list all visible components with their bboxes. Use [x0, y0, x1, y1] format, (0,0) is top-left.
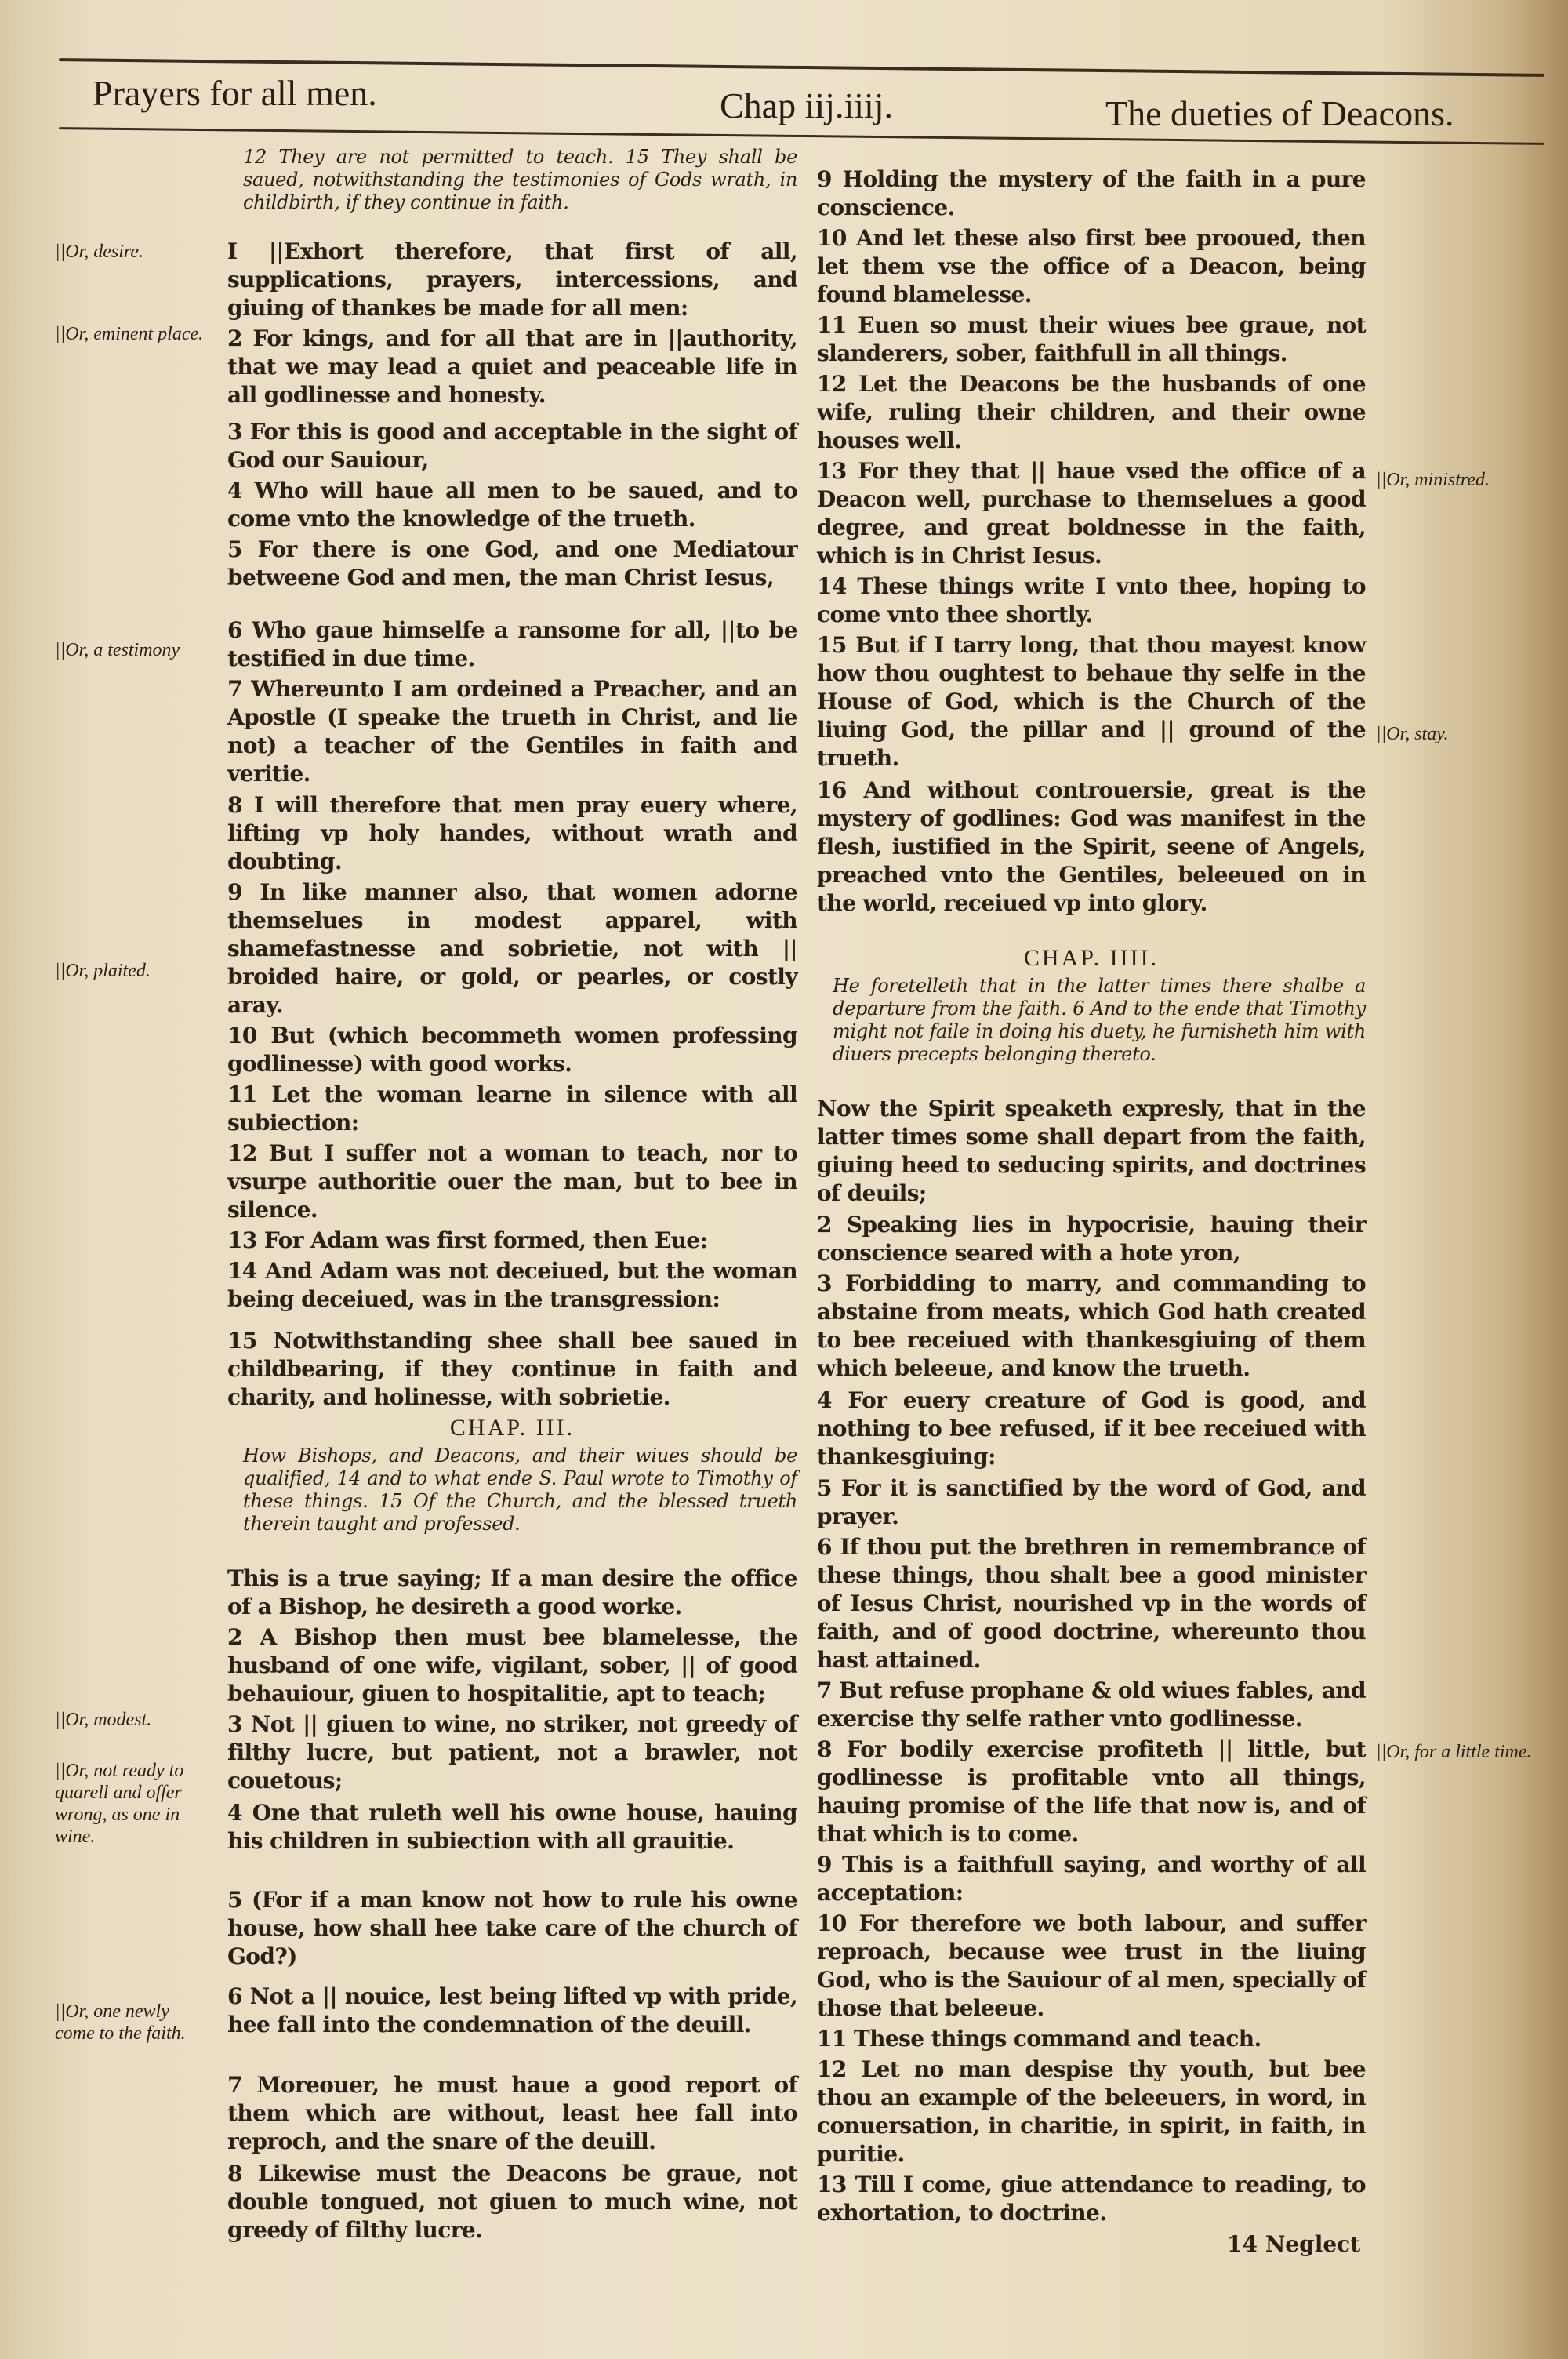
verse: 14 These things write I vnto thee, hoping to come vnto thee shortly.	[817, 573, 1366, 627]
chapter-summary: He foretelleth that in the latter times there shalbe a departure from the faith. 6 And to the ende that Timothy might not faile in doing his duety, he furnisheth him with diuers precepts belonging thereto.	[833, 975, 1366, 1065]
margin-note: ||Or, eminent place.	[55, 324, 204, 344]
margin-note: ||Or, one newly come to the faith.	[55, 2001, 186, 2044]
margin-note: ||Or, stay.	[1376, 724, 1449, 744]
verse: 5 (For if a man know not how to rule his owne house, how shall hee take care of the church of God?)	[227, 1887, 797, 1969]
verse: 6 If thou put the brethren in remembrance of these things, thou shalt bee a good minister of Iesus Christ, nourished vp in the words of faith, and of good doctrine, whereunto thou hast attained.	[817, 1534, 1366, 1673]
chapter-heading: CHAP. III.	[449, 1415, 575, 1441]
chapter-summary: 12 They are not permitted to teach. 15 They shall be saued, notwithstanding the testimonies of Gods wrath, in childbirth, if they continue in faith.	[243, 146, 797, 213]
verse: 5 For there is one God, and one Mediatour betweene God and men, the man Christ Iesus,	[227, 536, 797, 591]
verse: 16 And without controuersie, great is the mystery of godlines: God was manifest in the flesh, iustified in the Spirit, seene of Angels, preached vnto the Gentiles, beleeued on in the world, receiued vp into glory.	[817, 777, 1366, 916]
verse: 8 Likewise must the Deacons be graue, not double tongued, not giuen to much wine, not greedy of filthy lucre.	[227, 2161, 797, 2243]
verse: 9 Holding the mystery of the faith in a pure conscience.	[817, 166, 1366, 220]
verse: 7 But refuse prophane & old wiues fables, and exercise thy selfe rather vnto godlinesse.	[817, 1677, 1366, 1732]
verse: 8 For bodily exercise profiteth || little, but godlinesse is profitable vnto all things, hauing promise of the life that now is, and of that which is to come.	[817, 1736, 1366, 1847]
verse: 3 For this is good and acceptable in the sight of God our Sauiour,	[227, 419, 797, 473]
verse: 12 Let no man despise thy youth, but bee thou an example of the beleeuers, in word, in conuersation, in charitie, in spirit, in faith, in puritie.	[817, 2056, 1366, 2167]
verse: 4 Who will haue all men to be saued, and to come vnto the knowledge of the trueth.	[227, 478, 797, 532]
verse: This is a true saying; If a man desire the office of a Bishop, he desireth a good worke.	[227, 1565, 797, 1619]
verse: 3 Forbidding to marry, and commanding to abstaine from meats, which God hath created to bee receiued with thankesgiuing of them which beleeue, and know the trueth.	[817, 1270, 1366, 1381]
verse: 7 Moreouer, he must haue a good report of them which are without, least hee fall into reproch, and the snare of the deuill.	[227, 2072, 797, 2154]
verse: 11 These things command and teach.	[817, 2026, 1261, 2052]
margin-note: ||Or, a testimony	[55, 640, 180, 660]
verse: 2 A Bishop then must bee blamelesse, the husband of one wife, vigilant, sober, || of good behauiour, giuen to hospitalitie, apt to teach;	[227, 1624, 797, 1707]
verse: 6 Not a || nouice, lest being lifted vp with pride, hee fall into the condemnation of the deuill.	[227, 1983, 797, 2037]
margin-note: ||Or, not ready to quarell and offer wrong, as one in wine.	[55, 1761, 184, 1847]
margin-note: ||Or, plaited.	[55, 961, 151, 981]
verse: 9 In like manner also, that women adorne themselues in modest apparel, with shamefastnesse and sobrietie, not with || broided haire, or gold, or pearles, or costly aray.	[227, 879, 797, 1018]
verse: 7 Whereunto I am ordeined a Preacher, and an Apostle (I speake the trueth in Christ, and lie not) a teacher of the Gentiles in faith and veritie.	[227, 676, 797, 787]
chapter-summary: How Bishops, and Deacons, and their wiues should be qualified, 14 and to what ende S. Paul wrote to Timothy of these things. 15 Of the Church, and the blessed trueth therein taught and professed.	[243, 1445, 797, 1535]
verse: 13 Till I come, giue attendance to reading, to exhortation, to doctrine.	[817, 2172, 1366, 2226]
verse: 3 Not || giuen to wine, no striker, not greedy of filthy lucre, but patient, not a brawler, not couetous;	[227, 1711, 797, 1794]
verse: 12 But I suffer not a woman to teach, nor to vsurpe authoritie ouer the man, but to bee in silence.	[227, 1140, 797, 1223]
verse: 10 For therefore we both labour, and suffer reproach, because wee trust in the liuing God, who is the Sauiour of al men, specially of those that beleeue.	[817, 1910, 1366, 2021]
verse: 4 One that ruleth well his owne house, hauing his children in subiection with all grauitie.	[227, 1800, 797, 1854]
verse: 2 For kings, and for all that are in ||authority, that we may lead a quiet and peaceable life in all godlinesse and honesty.	[227, 325, 797, 408]
verse: 10 But (which becommeth women professing godlinesse) with good works.	[227, 1023, 797, 1077]
verse: Now the Spirit speaketh expresly, that in the latter times some shall depart from the faith, giuing heed to seducing spirits, and doctrines of deuils;	[817, 1096, 1366, 1206]
margin-note: ||Or, ministred.	[1376, 470, 1490, 490]
verse: 15 But if I tarry long, that thou mayest know how thou oughtest to behaue thy selfe in the House of God, which is the Church of the liuing God, the pillar and || ground of the trueth.	[817, 632, 1366, 771]
catchword: 14 Neglect	[1227, 2231, 1361, 2257]
verse: 6 Who gaue himselfe a ransome for all, ||to be testified in due time.	[227, 617, 797, 671]
running-head-left: Prayers for all men.	[93, 73, 377, 113]
verse: I ||Exhort therefore, that first of all, supplications, prayers, intercessions, and giuing of thankes be made for all men:	[227, 238, 797, 321]
verse: 4 For euery creature of God is good, and nothing to bee refused, if it bee receiued with thankesgiuing:	[817, 1387, 1366, 1470]
verse: 13 For they that || haue vsed the office of a Deacon well, purchase to themselues a good degree, and great boldnesse in the faith, which is in Christ Iesus.	[817, 458, 1366, 569]
verse: 5 For it is sanctified by the word of God, and prayer.	[817, 1475, 1366, 1529]
verse: 12 Let the Deacons be the husbands of one wife, ruling their children, and their owne houses well.	[817, 371, 1366, 453]
margin-note: ||Or, desire.	[55, 242, 143, 262]
chapter-heading: CHAP. IIII.	[1023, 945, 1160, 971]
verse: 15 Notwithstanding shee shall bee saued in childbearing, if they continue in faith and charity, and holinesse, with sobrietie.	[227, 1328, 797, 1410]
verse: 13 For Adam was first formed, then Eue:	[227, 1227, 708, 1253]
verse: 8 I will therefore that men pray euery where, lifting vp holy handes, without wrath and doubting.	[227, 792, 797, 874]
verse: 2 Speaking lies in hypocrisie, hauing their conscience seared with a hote yron,	[817, 1212, 1366, 1266]
verse: 14 And Adam was not deceiued, but the woman being deceiued, was in the transgression:	[227, 1258, 797, 1312]
running-head-right: The dueties of Deacons.	[1105, 93, 1454, 133]
margin-note: ||Or, for a little time.	[1376, 1742, 1532, 1762]
verse: 11 Euen so must their wiues bee graue, not slanderers, sober, faithfull in all things.	[817, 312, 1366, 366]
running-head-chapter: Chap iij.iiij.	[720, 85, 894, 125]
margin-note: ||Or, modest.	[55, 1710, 152, 1730]
verse: 10 And let these also first bee prooued, then let them vse the office of a Deacon, being found blamelesse.	[817, 225, 1366, 307]
verse: 11 Let the woman learne in silence with all subiection:	[227, 1081, 797, 1136]
verse: 9 This is a faithfull saying, and worthy of all acceptation:	[817, 1852, 1366, 1906]
